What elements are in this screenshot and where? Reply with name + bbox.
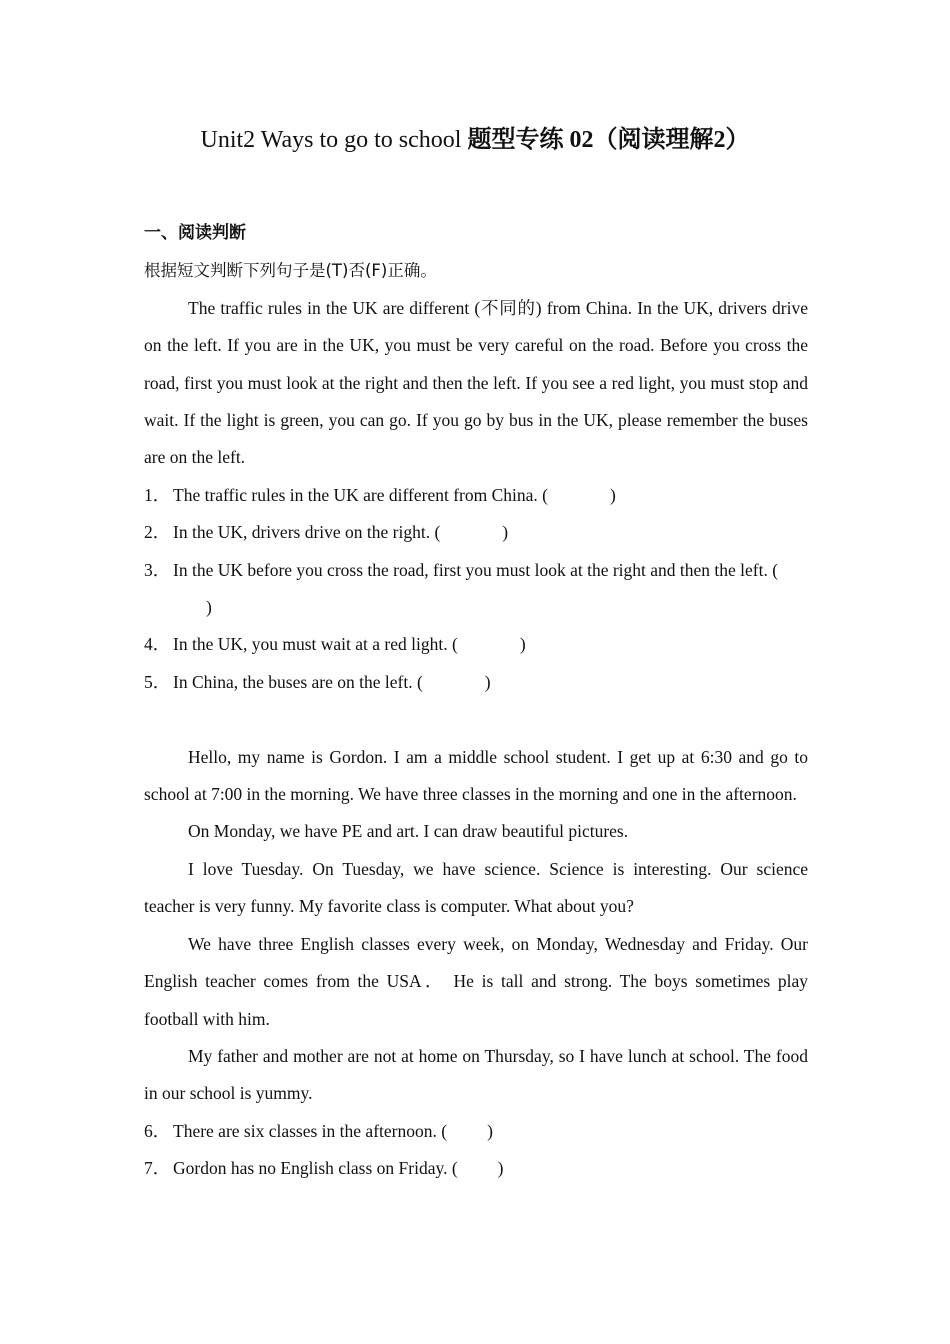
question-text: There are six classes in the afternoon. (: [173, 1120, 448, 1141]
question-close: ): [487, 1120, 493, 1141]
question-number: 1．: [144, 484, 171, 505]
passage-paragraph: Hello, my name is Gordon. I am a middle school student. I get up at 6:30 and go to school at 7:00 in the morning. We have three classes in the morning and one in the afternoon.: [144, 746, 808, 805]
question-item: [144, 664, 808, 701]
passage-paragraph: My father and mother are not at home on Thursday, so I have lunch at school. The food in our school is yummy.: [144, 1045, 808, 1104]
section-instruction: 根据短文判断下列句子是(T)否(F)正确。: [144, 261, 437, 281]
question-close: ): [206, 597, 212, 618]
question-item: [144, 626, 808, 663]
page-title: [0, 122, 950, 158]
passage-paragraph: On Monday, we have PE and art. I can draw beautiful pictures.: [188, 821, 629, 842]
question-item: [144, 1150, 808, 1187]
question-item: [144, 477, 808, 514]
question-item: [144, 514, 808, 551]
question-number: 3．: [144, 559, 171, 580]
question-close: ): [519, 634, 526, 655]
document-body: [144, 215, 808, 1188]
question-text: Gordon has no English class on Friday. (: [173, 1158, 458, 1179]
question-close: ): [502, 522, 509, 543]
question-close: ): [497, 1158, 504, 1179]
title-bold: 题型专练 02（阅读理解2）: [467, 127, 750, 153]
question-number: 2．: [144, 522, 171, 543]
passage-paragraph: The traffic rules in the UK are different (不同的) from China. In the UK, drivers drive on the left. If you are in the UK, you must be very careful on the road. Before you cross the road, first you must look at the right and then the left. If you see a red light, you must stop and wait. If the light is green, you can go. If you go by bus in the UK, please remember the buses are on the left.: [144, 297, 808, 468]
question-close: ): [609, 484, 616, 505]
question-text: In the UK, drivers drive on the right. (: [173, 522, 441, 543]
passage-paragraph: We have three English classes every week, on Monday, Wednesday and Friday. Our English teacher comes from the USA． He is tall and strong. The boys sometimes play football with him.: [144, 933, 808, 1029]
section-heading: 一、阅读判断: [144, 223, 246, 243]
question-text: The traffic rules in the UK are different from China. (: [173, 484, 548, 505]
passage-paragraph: I love Tuesday. On Tuesday, we have science. Science is interesting. Our science teacher is very funny. My favorite class is computer. What about you?: [144, 858, 808, 917]
question-close: ): [484, 671, 491, 692]
title-prefix: Unit2 Ways to go to school: [200, 127, 468, 153]
question-number: 7．: [144, 1158, 171, 1179]
question-number: 5．: [144, 671, 171, 692]
question-text: In the UK, you must wait at a red light. (: [173, 634, 458, 655]
question-item: [144, 552, 808, 627]
section-spacer: [144, 701, 808, 738]
question-text: In the UK before you cross the road, first you must look at the right and then the left. (: [173, 559, 779, 580]
question-item: [144, 1113, 808, 1150]
question-number: 4．: [144, 634, 171, 655]
question-number: 6．: [144, 1120, 171, 1141]
question-text: In China, the buses are on the left. (: [173, 671, 423, 692]
